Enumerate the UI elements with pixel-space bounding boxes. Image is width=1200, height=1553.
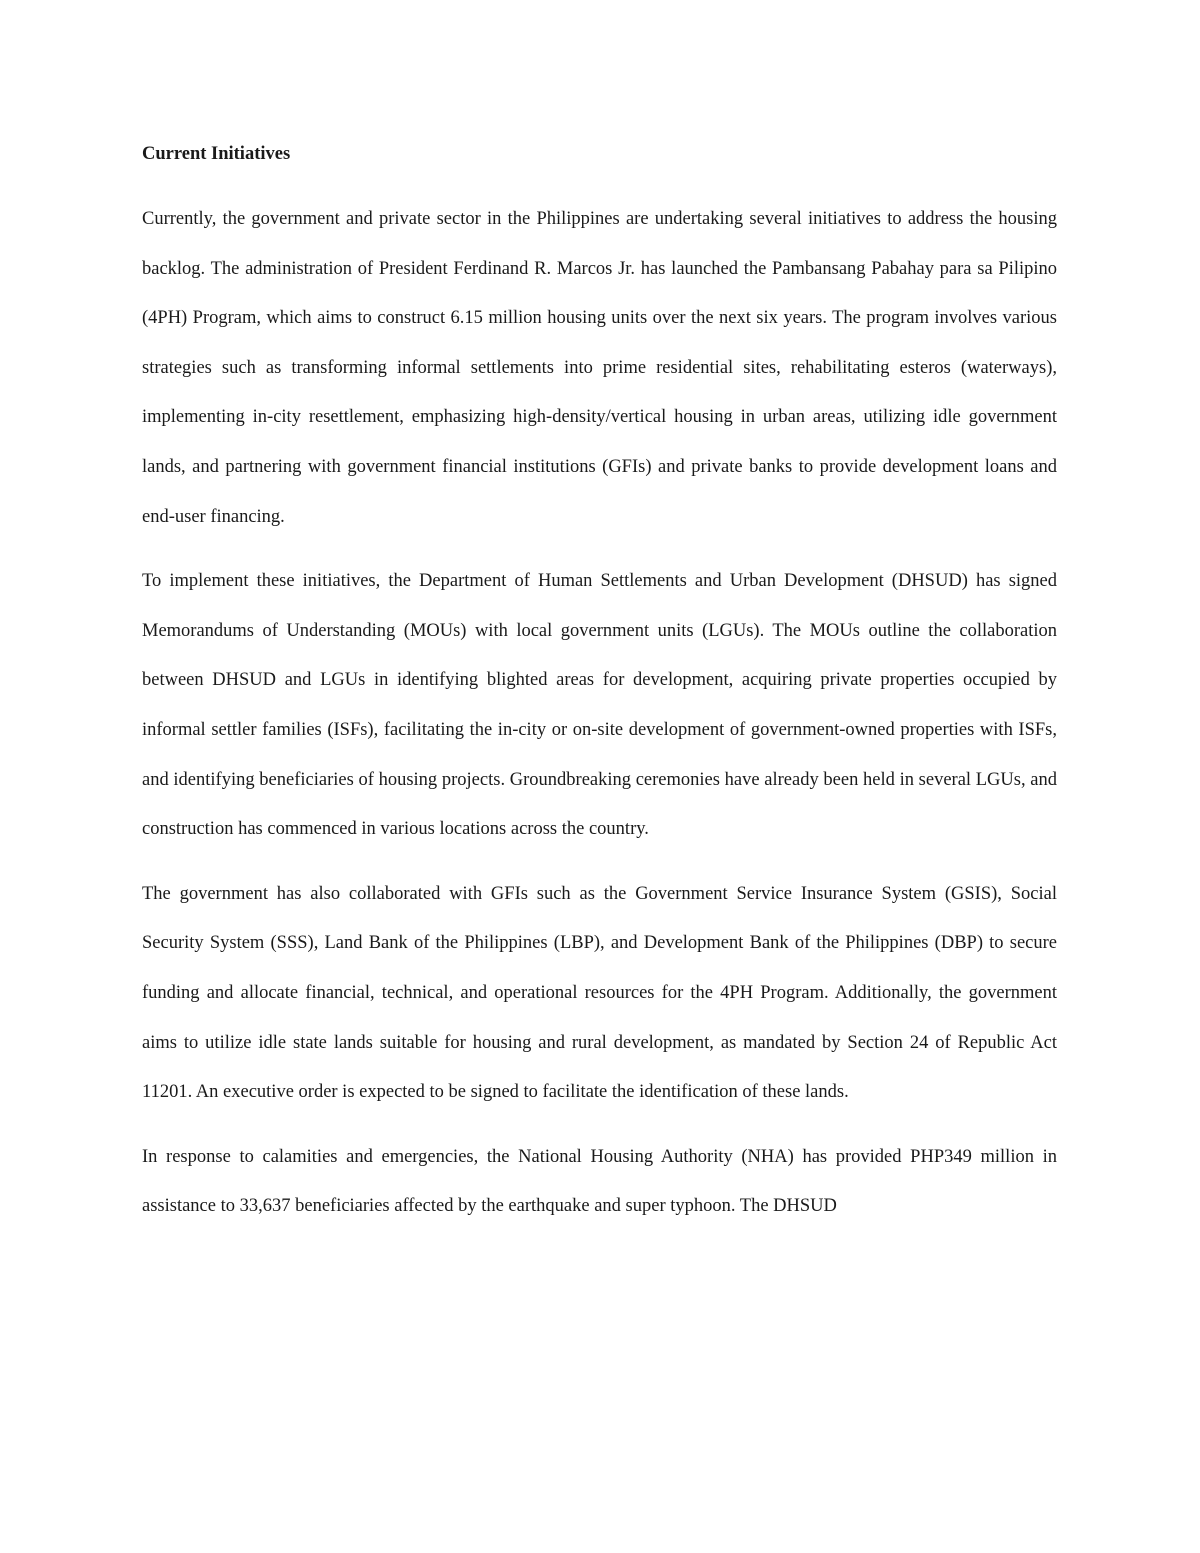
paragraph-gfi-collaboration: The government has also collaborated with GFIs such as the Government Service Insurance System (GSIS), Social Security System (SSS), Land Bank of the Philippines (LBP), and Development Bank of the Philippines (DBP) to secure funding and allocate financial, technical, and operational resources for the 4PH Program. Additionally, the government aims to utilize idle state lands suitable for housing and rural development, as mandated by Section 24 of Republic Act 11201. An executive order is expected to be signed to facilitate the identification of these lands. bbox=[142, 883, 1057, 1103]
paragraph-calamity-response: In response to calamities and emergencies, the National Housing Authority (NHA) has provided PHP349 million in assistance to 33,637 beneficiaries affected by the earthquake and super typhoon. The DHSUD bbox=[142, 1146, 1057, 1217]
paragraph-current-initiatives: Currently, the government and private sector in the Philippines are undertaking several initiatives to address the housing backlog. The administration of President Ferdinand R. Marcos Jr. has launched the Pambansang Pabahay para sa Pilipino (4PH) Program, which aims to construct 6.15 million housing units over the next six years. The program involves various strategies such as transforming informal settlements into prime residential sites, rehabilitating esteros (waterways), implementing in-city resettlement, emphasizing high-density/vertical housing in urban areas, utilizing idle government lands, and partnering with government financial institutions (GFIs) and private banks to provide development loans and end-user financing. bbox=[142, 209, 1057, 527]
document-body bbox=[142, 136, 1057, 1232]
paragraph-dhsud-mous: To implement these initiatives, the Department of Human Settlements and Urban Development (DHSUD) has signed Memorandums of Understanding (MOUs) with local government units (LGUs). The MOUs outline the collaboration between DHSUD and LGUs in identifying blighted areas for development, acquiring private properties occupied by informal settler families (ISFs), facilitating the in-city or on-site development of government-owned properties with ISFs, and identifying beneficiaries of housing projects. Groundbreaking ceremonies have already been held in several LGUs, and construction has commenced in various locations across the country. bbox=[142, 571, 1057, 840]
section-heading: Current Initiatives bbox=[142, 144, 291, 164]
